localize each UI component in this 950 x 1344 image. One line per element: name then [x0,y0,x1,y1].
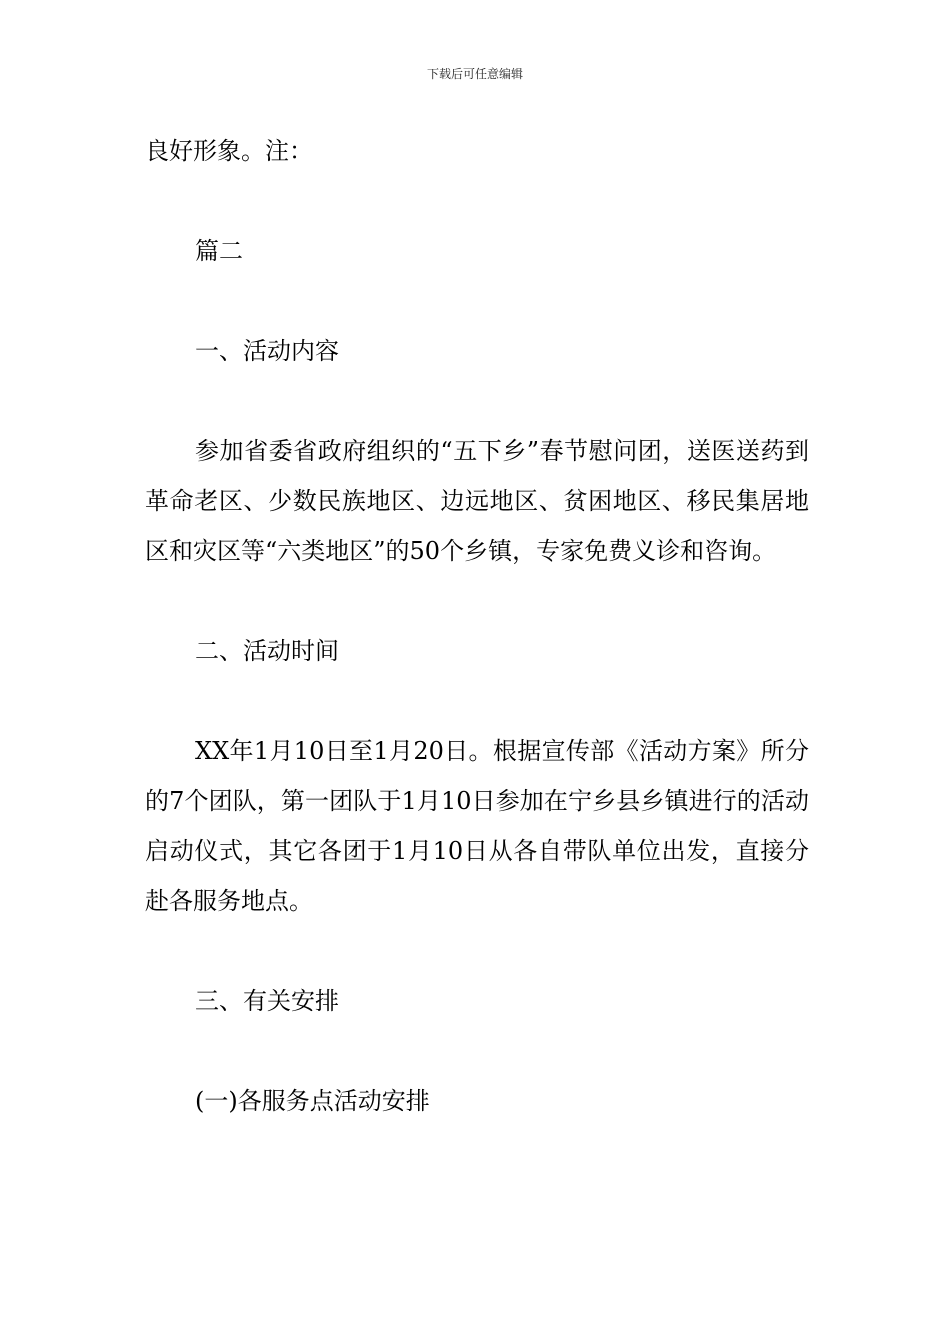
page-header: 下载后可任意编辑 [426,67,523,81]
paragraph-activity-content: 参加省委省政府组织的“五下乡”春节慰问团，送医送药到革命老区、少数民族地区、边远地区、贫困地区、移民集居地区和灾区等“六类地区”的50个乡镇，专家免费义诊和咨询。 [145,437,809,565]
heading-arrangements: 三、有关安排 [195,987,339,1015]
intro-line: 良好形象。注： [145,137,313,165]
heading-activity-time: 二、活动时间 [195,637,339,665]
document-body [145,126,809,1126]
section-part-two: 篇二 [195,237,243,265]
subheading-service-points: (一)各服务点活动安排 [195,1087,430,1115]
heading-activity-content: 一、活动内容 [195,337,339,365]
paragraph-activity-time: XX年1月10日至1月20日。根据宣传部《活动方案》所分的7个团队，第一团队于1月10日参加在宁乡县乡镇进行的活动启动仪式，其它各团于1月10日从各自带队单位出发，直接分赴各服务地点。 [145,737,809,915]
